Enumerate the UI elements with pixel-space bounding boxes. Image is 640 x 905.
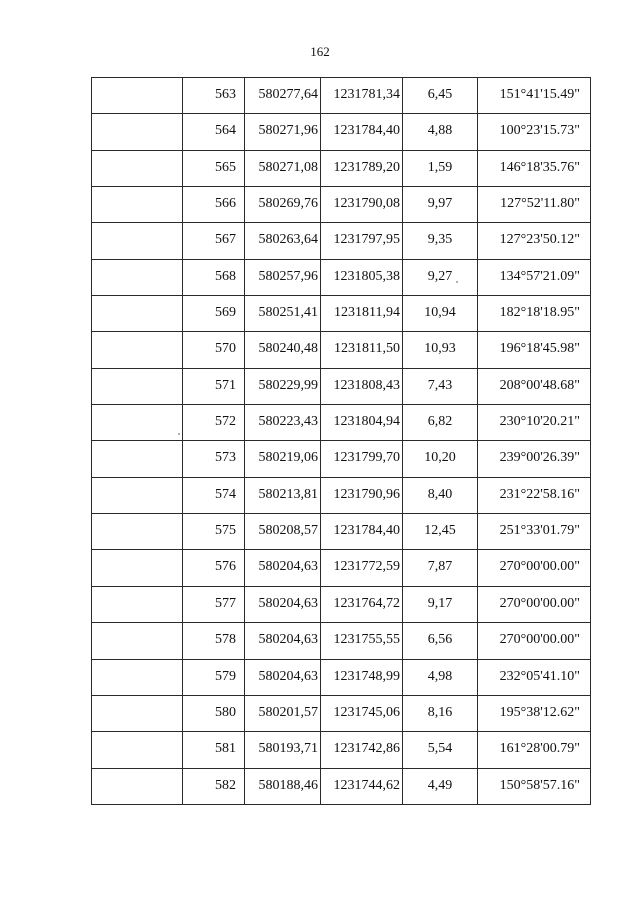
x-coordinate-cell: 580271,96 <box>245 114 321 150</box>
table-row <box>92 441 591 477</box>
x-coordinate-cell: 580208,57 <box>245 514 321 550</box>
x-coordinate-cell: 580201,57 <box>245 695 321 731</box>
bearing-cell: 232°05'41.10" <box>478 659 591 695</box>
segment-length-cell: 4,88 <box>403 114 478 150</box>
blank-cell <box>92 259 183 295</box>
y-coordinate-cell: 1231781,34 <box>321 78 403 114</box>
table-row <box>92 296 591 332</box>
point-number-cell: 571 <box>183 368 245 404</box>
bearing-cell: 146°18'35.76" <box>478 150 591 186</box>
page-number: 162 <box>310 44 330 59</box>
bearing-cell: 230°10'20.21" <box>478 405 591 441</box>
table-row <box>92 332 591 368</box>
y-coordinate-cell: 1231744,62 <box>321 768 403 804</box>
blank-cell <box>92 223 183 259</box>
segment-length-cell: 9,35 <box>403 223 478 259</box>
y-coordinate-cell: 1231772,59 <box>321 550 403 586</box>
bearing-cell: 195°38'12.62" <box>478 695 591 731</box>
point-number-cell: 573 <box>183 441 245 477</box>
segment-length-cell: 7,43 <box>403 368 478 404</box>
point-number-cell: 576 <box>183 550 245 586</box>
point-number-cell: 563 <box>183 78 245 114</box>
blank-cell <box>92 78 183 114</box>
blank-cell <box>92 150 183 186</box>
blank-cell <box>92 623 183 659</box>
bearing-cell: 150°58'57.16" <box>478 768 591 804</box>
table-row <box>92 405 591 441</box>
x-coordinate-cell: 580269,76 <box>245 187 321 223</box>
segment-length-cell: 9,17 <box>403 586 478 622</box>
x-coordinate-cell: 580193,71 <box>245 732 321 768</box>
segment-length-cell: 10,20 <box>403 441 478 477</box>
y-coordinate-cell: 1231797,95 <box>321 223 403 259</box>
x-coordinate-cell: 580229,99 <box>245 368 321 404</box>
table-row <box>92 623 591 659</box>
bearing-cell: 196°18'45.98" <box>478 332 591 368</box>
blank-cell <box>92 550 183 586</box>
table-row <box>92 550 591 586</box>
segment-length-cell: 6,82 <box>403 405 478 441</box>
point-number-cell: 581 <box>183 732 245 768</box>
y-coordinate-cell: 1231764,72 <box>321 586 403 622</box>
point-number-cell: 577 <box>183 586 245 622</box>
table-row <box>92 223 591 259</box>
x-coordinate-cell: 580204,63 <box>245 623 321 659</box>
table-row <box>92 114 591 150</box>
segment-length-cell: 10,93 <box>403 332 478 368</box>
x-coordinate-cell: 580219,06 <box>245 441 321 477</box>
bearing-cell: 127°52'11.80" <box>478 187 591 223</box>
table-row <box>92 477 591 513</box>
table-row <box>92 187 591 223</box>
blank-cell <box>92 477 183 513</box>
bearing-cell: 182°18'18.95" <box>478 296 591 332</box>
y-coordinate-cell: 1231808,43 <box>321 368 403 404</box>
table-row <box>92 514 591 550</box>
y-coordinate-cell: 1231799,70 <box>321 441 403 477</box>
point-number-cell: 566 <box>183 187 245 223</box>
point-number-cell: 565 <box>183 150 245 186</box>
table-row <box>92 695 591 731</box>
blank-cell <box>92 296 183 332</box>
blank-cell <box>92 514 183 550</box>
segment-length-cell: 1,59 <box>403 150 478 186</box>
x-coordinate-cell: 580277,64 <box>245 78 321 114</box>
blank-cell <box>92 695 183 731</box>
blank-cell <box>92 732 183 768</box>
x-coordinate-cell: 580263,64 <box>245 223 321 259</box>
coordinates-table <box>91 77 591 805</box>
y-coordinate-cell: 1231784,40 <box>321 114 403 150</box>
y-coordinate-cell: 1231742,86 <box>321 732 403 768</box>
blank-cell <box>92 187 183 223</box>
bearing-cell: 208°00'48.68" <box>478 368 591 404</box>
segment-length-cell: 9,97 <box>403 187 478 223</box>
y-coordinate-cell: 1231805,38 <box>321 259 403 295</box>
point-number-cell: 570 <box>183 332 245 368</box>
table-row <box>92 732 591 768</box>
x-coordinate-cell: 580257,96 <box>245 259 321 295</box>
point-number-cell: 580 <box>183 695 245 731</box>
segment-length-cell: 7,87 <box>403 550 478 586</box>
point-number-cell: 582 <box>183 768 245 804</box>
segment-length-cell: 8,16 <box>403 695 478 731</box>
y-coordinate-cell: 1231811,50 <box>321 332 403 368</box>
bearing-cell: 127°23'50.12" <box>478 223 591 259</box>
table-row <box>92 659 591 695</box>
point-number-cell: 574 <box>183 477 245 513</box>
blank-cell <box>92 368 183 404</box>
segment-length-cell: 5,54 <box>403 732 478 768</box>
y-coordinate-cell: 1231755,55 <box>321 623 403 659</box>
table-row <box>92 259 591 295</box>
y-coordinate-cell: 1231811,94 <box>321 296 403 332</box>
y-coordinate-cell: 1231789,20 <box>321 150 403 186</box>
bearing-cell: 270°00'00.00" <box>478 623 591 659</box>
bearing-cell: 270°00'00.00" <box>478 550 591 586</box>
segment-length-cell: 4,49 <box>403 768 478 804</box>
bearing-cell: 151°41'15.49" <box>478 78 591 114</box>
bearing-cell: 100°23'15.73" <box>478 114 591 150</box>
blank-cell <box>92 332 183 368</box>
table-row <box>92 768 591 804</box>
point-number-cell: 569 <box>183 296 245 332</box>
x-coordinate-cell: 580251,41 <box>245 296 321 332</box>
point-number-cell: 567 <box>183 223 245 259</box>
blank-cell <box>92 114 183 150</box>
x-coordinate-cell: 580204,63 <box>245 659 321 695</box>
y-coordinate-cell: 1231790,96 <box>321 477 403 513</box>
segment-length-cell: 8,40 <box>403 477 478 513</box>
blank-cell <box>92 586 183 622</box>
table-row <box>92 150 591 186</box>
x-coordinate-cell: 580188,46 <box>245 768 321 804</box>
coordinates-table-body <box>92 78 591 805</box>
point-number-cell: 578 <box>183 623 245 659</box>
blank-cell <box>92 768 183 804</box>
blank-cell <box>92 405 183 441</box>
bearing-cell: 270°00'00.00" <box>478 586 591 622</box>
y-coordinate-cell: 1231790,08 <box>321 187 403 223</box>
segment-length-cell: 4,98 <box>403 659 478 695</box>
x-coordinate-cell: 580204,63 <box>245 550 321 586</box>
segment-length-cell: 6,45 <box>403 78 478 114</box>
segment-length-cell: 6,56 <box>403 623 478 659</box>
segment-length-cell: 12,45 <box>403 514 478 550</box>
y-coordinate-cell: 1231804,94 <box>321 405 403 441</box>
bearing-cell: 161°28'00.79" <box>478 732 591 768</box>
bearing-cell: 251°33'01.79" <box>478 514 591 550</box>
x-coordinate-cell: 580204,63 <box>245 586 321 622</box>
bearing-cell: 134°57'21.09" <box>478 259 591 295</box>
point-number-cell: 572 <box>183 405 245 441</box>
y-coordinate-cell: 1231748,99 <box>321 659 403 695</box>
bearing-cell: 239°00'26.39" <box>478 441 591 477</box>
y-coordinate-cell: 1231784,40 <box>321 514 403 550</box>
y-coordinate-cell: 1231745,06 <box>321 695 403 731</box>
x-coordinate-cell: 580223,43 <box>245 405 321 441</box>
table-row <box>92 78 591 114</box>
point-number-cell: 568 <box>183 259 245 295</box>
blank-cell <box>92 441 183 477</box>
bearing-cell: 231°22'58.16" <box>478 477 591 513</box>
table-row <box>92 368 591 404</box>
point-number-cell: 579 <box>183 659 245 695</box>
table-row <box>92 586 591 622</box>
x-coordinate-cell: 580213,81 <box>245 477 321 513</box>
point-number-cell: 575 <box>183 514 245 550</box>
segment-length-cell: 9,27 <box>403 259 478 295</box>
point-number-cell: 564 <box>183 114 245 150</box>
segment-length-cell: 10,94 <box>403 296 478 332</box>
x-coordinate-cell: 580271,08 <box>245 150 321 186</box>
x-coordinate-cell: 580240,48 <box>245 332 321 368</box>
blank-cell <box>92 659 183 695</box>
